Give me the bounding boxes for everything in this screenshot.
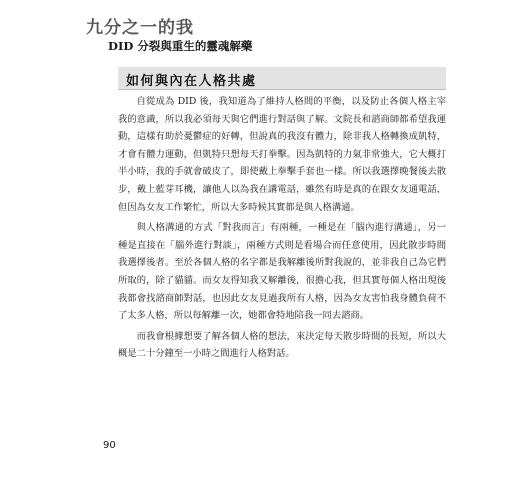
paragraph-3: 而我會根據想要了解各個人格的想法，來決定每天散步時間的長短，所以大概是二十分鐘至一小時之間進行人格對話。 xyxy=(118,330,446,360)
book-title: 九分之一的我 xyxy=(86,18,194,38)
paragraph-1: 自從成為 DID 後，我知道為了維持人格間的平衡，以及防止各個人格主宰我的意識，所以我必須每天與它們進行對話與了解。文院長和諮商師都希望我運動，這樣有助於憂鬱症的好轉，但說真的我沒有體力，除非我人格轉換成凱特，才會有體力運動，但凱特只想每天打拳擊。因為凱特的力氣非常強大，它大概打半小時，我的手就會破皮了，即使戴上拳擊手套也一樣。所以我選擇晚餐後去散步，戴上藍芽耳機，讓他人以為我在講電話，雖然有時是真的在跟女友通電話，但因為女友工作繁忙，所以大多時候其實都是與人格溝通。 xyxy=(118,96,446,213)
page-number: 90 xyxy=(103,440,116,451)
section-title: 如何與內在人格共處 xyxy=(126,74,257,89)
book-subtitle: DID 分裂與重生的靈魂解藥 xyxy=(108,39,253,53)
section-heading-box xyxy=(118,67,446,90)
paragraph-2: 與人格溝通的方式「對我而言」有兩種，一種是在「腦內進行溝通」，另一種是直接在「腦外進行對談」，兩種方式則是看場合而任意使用，因此散步時間我選擇後者。至於各個人格的名字都是我解離後所對我說的，並非我自己為它們所取的，除了貓貓。而女友得知我又解離後，很擔心我，但其實每個人格出現後我都會找諮商師對話，也因此女友見過我所有人格，因為女友害怕我身體負荷不了太多人格，所以每解離一次，她都會特地陪我一同去諮商。 xyxy=(118,222,446,322)
running-head xyxy=(86,18,252,54)
body-text xyxy=(118,93,446,366)
